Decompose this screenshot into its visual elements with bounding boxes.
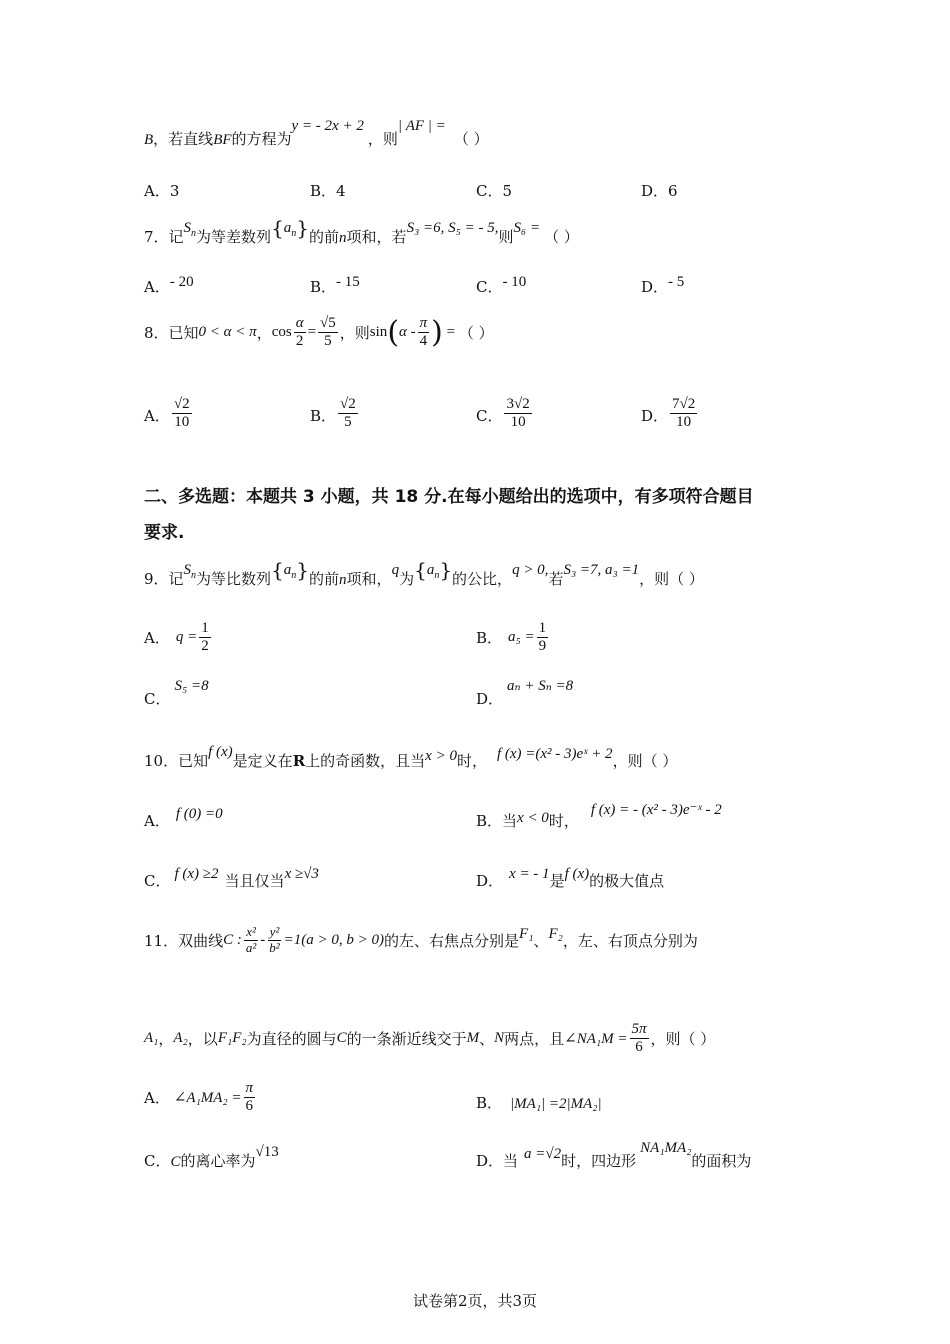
q9-option-a-label: A． — [144, 628, 170, 647]
q8-stem: 8．已知 0 < α < π ， cos $\frac{\alpha}{2}$ = $\frac{√5}{5}$ ，则 sin ( α - $\frac{\pi}{4}$ ) = （ ） — [144, 314, 494, 350]
q10-option-b-expr: f (x) = - (x² - 3)e⁻ˣ - 2 — [590, 802, 722, 818]
q9-text-e: 的公比， — [452, 570, 513, 588]
q10-number: 10．已知 — [144, 752, 209, 770]
q10-option-d-text: 是 — [549, 872, 565, 890]
section-heading-line2: 要求. — [144, 523, 185, 543]
q8-option-b-den: 5 — [344, 413, 352, 430]
q9-option-a — [144, 620, 213, 654]
q7-option-b-label: B． — [310, 278, 337, 296]
q7-option-b-value: - 15 — [336, 274, 360, 290]
q9-option-c-label: C． — [144, 690, 171, 708]
q6-option-a: A．3 — [144, 182, 180, 200]
point-b: B — [144, 132, 154, 148]
q8-option-d-frac — [670, 396, 697, 430]
q7-option-a-label: A． — [144, 278, 170, 296]
q11-option-d — [476, 1140, 752, 1171]
q9-text-b: 的前 — [309, 570, 340, 588]
q11-a1: A₁ — [144, 1029, 159, 1046]
q9-option-a-den: 2 — [201, 637, 209, 654]
q8-cos-value — [318, 315, 338, 349]
q10-option-c-text: 当且仅当 — [224, 872, 285, 890]
q11-option-a-num: π — [245, 1080, 254, 1096]
q9-an-sub-2: n — [434, 570, 440, 581]
q8-option-c-label: C． — [476, 407, 503, 425]
q8-option-c — [476, 396, 534, 430]
q7-stem — [144, 216, 579, 250]
q10-stem — [144, 744, 678, 771]
line-equation: y = - 2x + 2 — [291, 118, 364, 134]
q7-option-a-value: - 20 — [169, 274, 194, 290]
q11-dun: 、 — [479, 1029, 495, 1048]
q8-option-a-num: √2 — [173, 396, 190, 412]
q6-text-b: 的方程为 — [231, 130, 292, 148]
q8-option-c-den: 10 — [510, 413, 526, 430]
q9-an-sub: n — [291, 570, 297, 581]
q11-option-d-text: 时，四边形 — [561, 1152, 637, 1170]
q9-text-f: 若 — [548, 570, 564, 588]
q10-text-a: 是定义在 — [232, 752, 293, 770]
q7-option-d-value: - 5 — [668, 274, 685, 290]
q10-option-d-tail: 的极大值点 — [589, 872, 665, 890]
q7-paren: （ ） — [544, 228, 579, 246]
line-bf: BF — [213, 132, 232, 148]
q11-option-d-cond: a =√2 — [524, 1146, 562, 1162]
q9-option-b-num: 1 — [538, 620, 547, 636]
q11-option-c-value: √13 — [255, 1144, 279, 1160]
q9-option-b — [476, 620, 550, 654]
q8-option-b — [310, 396, 360, 430]
q11-option-b-expr: |MA₁| =2|MA₂| — [510, 1096, 602, 1112]
q10-text-d: ，则（ ） — [612, 752, 678, 770]
q10-option-c-rhs: x ≥√3 — [284, 866, 319, 882]
q11-text-e: 的一条渐近线交于 — [346, 1029, 467, 1048]
q10-option-b — [476, 802, 722, 831]
q9-option-b-lhs: a₅ = — [508, 628, 535, 645]
q7-s6: S₆ = — [513, 220, 541, 236]
q11-a2-point: A₂ — [173, 1029, 188, 1046]
q9-sn-letter: S — [183, 562, 192, 578]
q9-option-a-frac — [199, 620, 211, 654]
q11-angle-num: 5π — [631, 1021, 647, 1037]
q10-option-a — [144, 806, 223, 831]
q9-text-g: ，则（ ） — [639, 570, 704, 588]
q6-text-c: ，则 — [367, 130, 398, 148]
q7-text-c: 项和，若 — [346, 228, 407, 246]
q8-alpha-minus: α - — [399, 323, 416, 340]
q6-stem — [144, 118, 489, 149]
q11-angle: ∠NA₁M = — [564, 1030, 628, 1047]
q8-option-d-den: 10 — [676, 413, 692, 430]
q7-option-c-value: - 10 — [502, 274, 527, 290]
q9-option-b-den: 9 — [538, 637, 547, 654]
q9-n: n — [339, 572, 347, 588]
q8-cos-arg — [294, 315, 306, 349]
q11-number: 11．双曲线 — [144, 931, 224, 950]
q11-y2: y² — [269, 924, 280, 940]
q11-option-a — [144, 1080, 257, 1114]
q9-sequence-2: $\{a_n\}$ — [414, 558, 453, 582]
q8-five: 5 — [324, 332, 332, 349]
q10-option-d — [476, 866, 665, 891]
q7-sn-sub: n — [191, 228, 197, 239]
q10-text-c: 时， — [456, 752, 487, 770]
q10-option-c-lhs: f (x) ≥2 — [174, 866, 219, 882]
q11-option-b — [476, 1092, 602, 1113]
q6-text-a: ，若直线 — [153, 130, 214, 148]
q11-angle-frac — [630, 1021, 649, 1055]
q7-an-sub: n — [291, 228, 297, 239]
q8-pi: π — [419, 315, 428, 331]
q7-text-b: 的前 — [309, 228, 340, 246]
q9-option-b-frac — [537, 620, 549, 654]
q11-text-c: ，以 — [187, 1029, 218, 1048]
q11-option-a-den: 6 — [245, 1097, 254, 1114]
q9-q: q — [391, 562, 400, 578]
q8-four: 4 — [419, 332, 428, 349]
q10-fx: f (x) — [208, 744, 233, 760]
q11-option-c — [144, 1144, 279, 1171]
q10-option-a-expr: f (0) =0 — [175, 806, 223, 822]
q9-text-c: 项和， — [346, 570, 392, 588]
q7-option-c — [476, 276, 526, 297]
q8-comma: ， — [256, 323, 272, 342]
q11-f2: F₂ — [548, 925, 563, 942]
q8-option-c-frac — [504, 396, 531, 430]
q6-option-c: C．5 — [476, 182, 513, 200]
q10-option-d-label: D． — [476, 872, 504, 890]
q10-x-positive: x > 0 — [425, 748, 457, 764]
q10-option-c — [144, 866, 319, 891]
q11-text-a: 的左、右焦点分别是 — [384, 931, 520, 950]
q11-stem-line2 — [144, 1016, 715, 1060]
q11-n: N — [494, 1029, 505, 1046]
q9-option-b-label: B． — [476, 628, 503, 647]
q8-condition: 0 < α < π — [198, 323, 257, 340]
q7-sn-letter: S — [183, 220, 192, 236]
q8-option-d — [641, 396, 699, 430]
q10-option-d-fx: f (x) — [564, 866, 590, 882]
q11-option-d-quad: NA₁MA₂ — [640, 1140, 692, 1156]
q9-an: a — [283, 562, 292, 578]
q6-option-d: D．6 — [641, 182, 678, 200]
q7-option-d — [641, 276, 684, 297]
q11-comma: ， — [158, 1029, 174, 1048]
q11-option-c-label: C． — [144, 1152, 171, 1170]
q8-option-d-label: D． — [641, 407, 669, 425]
q7-text-d: 则 — [498, 228, 514, 246]
q9-number: 9．记 — [144, 570, 184, 588]
q9-option-d — [476, 678, 574, 709]
q10-option-a-label: A． — [144, 812, 170, 830]
q10-option-d-x: x = - 1 — [509, 866, 550, 882]
section-heading-line1: 二、多选题：本题共 3 小题，共 18 分.在每小题给出的选项中，有多项符合题目 — [144, 487, 754, 507]
q11-a2: a² — [245, 939, 257, 955]
q8-pi-over-4 — [418, 315, 430, 349]
q7-option-c-label: C． — [476, 278, 503, 296]
q10-option-b-when: 时， — [548, 812, 579, 830]
q11-sep: 、 — [533, 931, 549, 950]
q11-c-label: C : — [223, 931, 242, 948]
q8-option-b-frac — [338, 396, 358, 430]
q8-number: 8．已知 — [144, 323, 199, 342]
q8-cos-num: α — [295, 315, 304, 331]
q11-angle-den: 6 — [635, 1038, 643, 1055]
q11-c: C — [336, 1029, 347, 1046]
q7-text-a: 为等差数列 — [196, 228, 272, 246]
q7-number: 7．记 — [144, 228, 184, 246]
q9-option-c — [144, 678, 209, 709]
q7-condition: S₃ =6, S₅ = - 5, — [406, 220, 499, 236]
q9-sn — [183, 562, 197, 581]
q11-option-b-label: B． — [476, 1094, 503, 1112]
q6-paren: （ ） — [453, 130, 489, 148]
q11-option-a-lhs: ∠A₁MA₂ = — [173, 1089, 242, 1106]
q8-option-b-num: √2 — [340, 396, 356, 412]
q8-then: ，则 — [339, 323, 370, 342]
q9-sn-sub: n — [191, 570, 197, 581]
q11-f1: F₁ — [519, 925, 534, 942]
q7-an: a — [283, 220, 292, 236]
q7-sn — [183, 220, 197, 239]
af-length: | AF | = — [397, 118, 446, 134]
q11-f1f2: F₁F₂ — [217, 1029, 247, 1046]
q9-option-d-label: D． — [476, 690, 504, 708]
q11-text-d: 为直径的圆与 — [246, 1029, 337, 1048]
q9-stem — [144, 558, 704, 592]
q11-b2: b² — [269, 939, 280, 955]
q8-sqrt5: √5 — [320, 315, 336, 331]
q8-option-b-label: B． — [310, 407, 337, 425]
q11-option-d-tail: 的面积为 — [691, 1152, 752, 1170]
real-numbers: R — [292, 752, 306, 770]
q8-eq: = — [307, 323, 317, 340]
q11-x2: x² — [246, 924, 256, 940]
q10-option-b-label: B．当 — [476, 812, 518, 830]
q11-rhs: =1(a > 0, b > 0) — [283, 931, 385, 948]
page-footer: 试卷第2页，共3页 — [412, 1292, 538, 1310]
q8-option-c-num: 3√2 — [506, 396, 530, 412]
q8-option-a-label: A． — [144, 407, 170, 425]
q8-cos: cos — [271, 323, 292, 340]
q11-option-a-label: A． — [144, 1088, 170, 1107]
q8-option-a-frac — [172, 396, 192, 430]
q10-text-b: 上的奇函数，且当 — [305, 752, 426, 770]
q8-paren: （ ） — [458, 323, 494, 342]
q11-option-a-frac — [244, 1080, 256, 1114]
q10-option-c-label: C． — [144, 872, 171, 890]
q7-option-d-label: D． — [641, 278, 669, 296]
q8-option-d-num: 7√2 — [672, 396, 696, 412]
q11-option-d-label: D．当 — [476, 1152, 519, 1170]
q7-n: n — [339, 230, 347, 246]
q8-option-a — [144, 396, 194, 430]
q11-text-b: ，左、右顶点分别为 — [562, 931, 698, 950]
q9-sequence: $\{a_n\}$ — [271, 558, 310, 582]
q11-x-frac — [244, 925, 258, 955]
q9-an-2: a — [426, 562, 435, 578]
q9-text-a: 为等比数列 — [196, 570, 272, 588]
q9-option-a-lhs: q = — [175, 628, 198, 645]
q11-text-g: ，则（ ） — [650, 1029, 716, 1048]
q10-definition: f (x) =(x² - 3)eˣ + 2 — [496, 746, 613, 762]
q6-option-b: B．4 — [310, 182, 346, 200]
q8-cos-den: 2 — [295, 332, 304, 349]
q9-text-d: 为 — [399, 570, 415, 588]
q8-sin: sin — [369, 323, 388, 340]
q11-stem-line1 — [144, 918, 698, 962]
q11-option-c-text: 的离心率为 — [180, 1152, 256, 1170]
q7-option-b — [310, 276, 360, 297]
q8-option-a-den: 10 — [174, 413, 190, 430]
q9-option-d-expr: aₙ + Sₙ =8 — [507, 678, 574, 694]
q9-q-positive: q > 0, — [512, 562, 549, 578]
q7-sequence: $\{a_n\}$ — [271, 216, 310, 240]
q11-minus: - — [260, 931, 266, 948]
q11-m: M — [466, 1029, 480, 1046]
q11-y-frac — [267, 925, 281, 955]
q9-condition: S₃ =7, a₃ =1 — [563, 562, 640, 578]
q11-option-c-c: C — [170, 1154, 181, 1170]
q11-text-f: 两点，且 — [504, 1029, 565, 1048]
q9-option-c-expr: S₅ =8 — [174, 678, 209, 694]
q7-option-a — [144, 276, 194, 297]
q10-option-b-cond: x < 0 — [517, 810, 549, 826]
q9-option-a-num: 1 — [201, 620, 209, 636]
